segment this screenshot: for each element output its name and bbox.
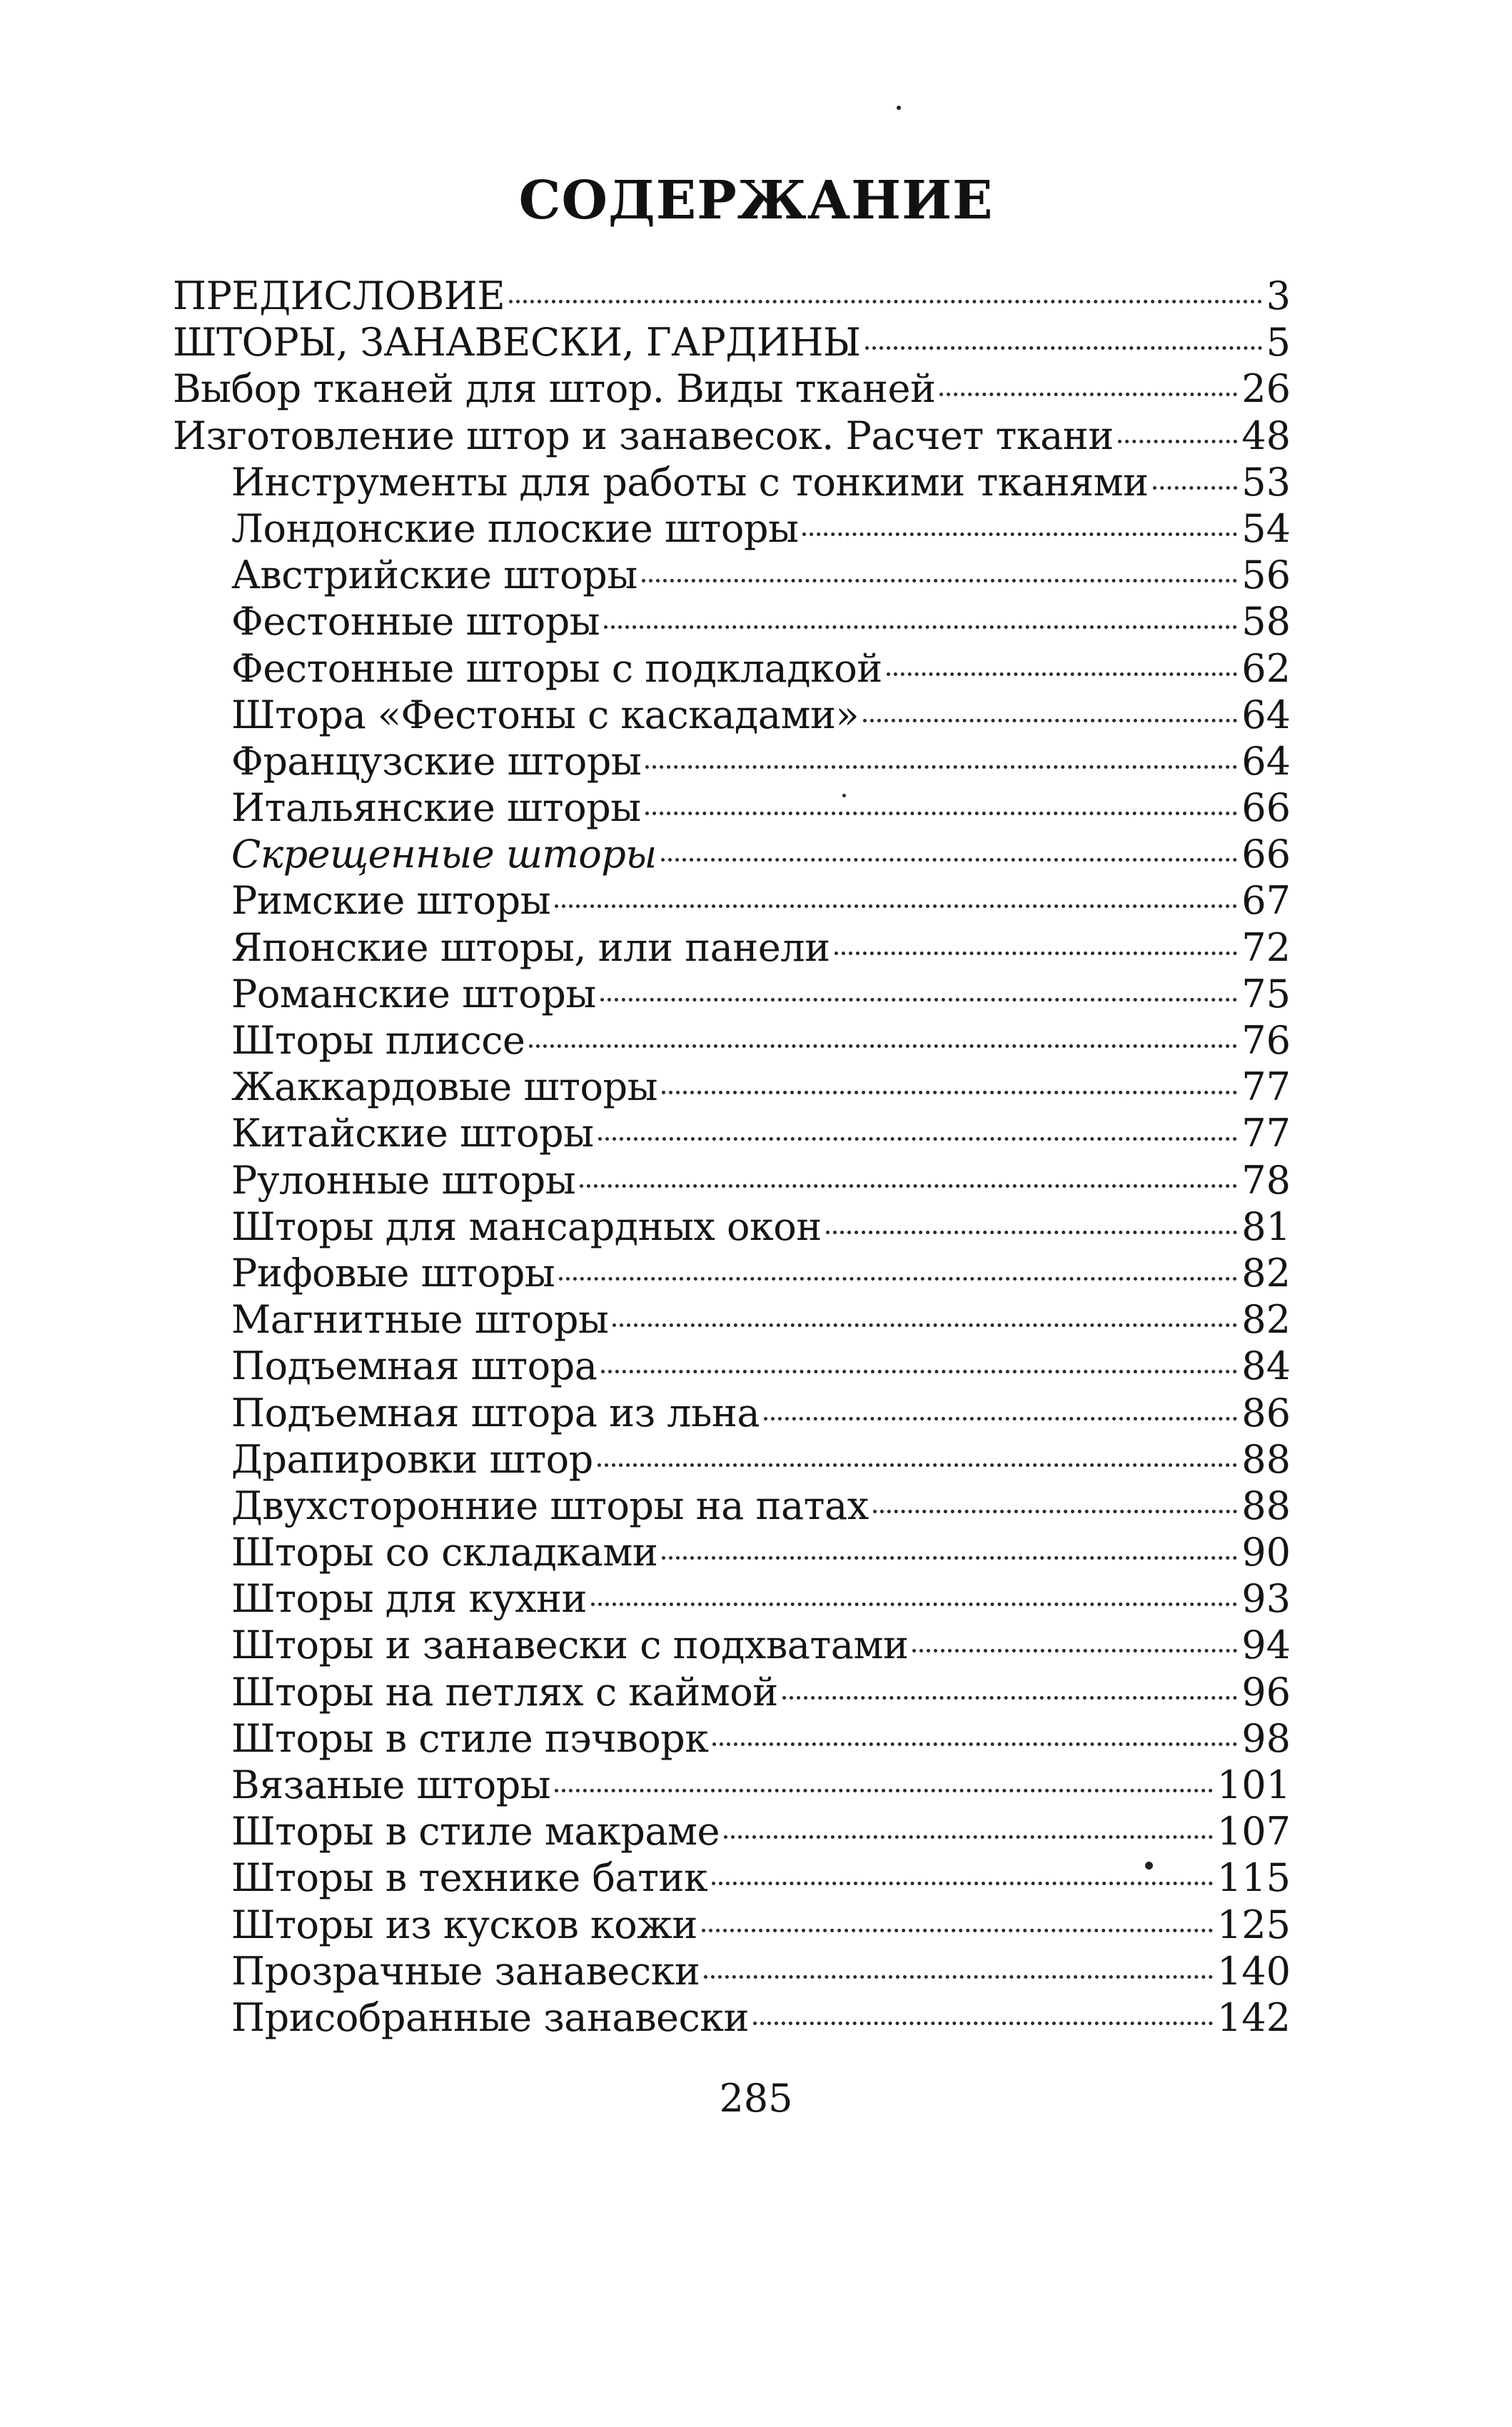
dot-leader [529, 1044, 1237, 1048]
page-number: 285 [719, 2076, 793, 2121]
dot-leader [704, 1975, 1213, 1979]
toc-entry [173, 1064, 1291, 1110]
toc-entry-page: 64 [1241, 738, 1291, 784]
toc-entry-page: 66 [1241, 785, 1291, 831]
dot-leader [555, 904, 1237, 908]
toc-entry [173, 784, 1291, 831]
toc-entry-title: Магнитные шторы [231, 1297, 609, 1343]
toc-entry-page: 94 [1241, 1623, 1291, 1668]
toc-entry-page: 48 [1241, 413, 1291, 458]
toc-entry [173, 1948, 1291, 1994]
toc-entry-page: 90 [1241, 1530, 1291, 1575]
toc-entry [173, 831, 1291, 877]
toc-entry-page: 5 [1266, 320, 1291, 365]
toc-entry-title: Японские шторы, или панели [231, 924, 830, 970]
dot-leader [1118, 440, 1238, 443]
dot-leader [604, 625, 1237, 629]
toc-entry [173, 1436, 1291, 1483]
toc-entry [173, 273, 1291, 319]
dot-leader [559, 1277, 1237, 1281]
dot-leader [802, 533, 1237, 536]
dot-leader [598, 1137, 1238, 1141]
toc-entry-page: 75 [1241, 971, 1291, 1016]
toc-entry-title: Шторы в стиле макраме [231, 1809, 720, 1855]
toc-entry-title: Шторы со складками [231, 1530, 658, 1575]
toc-entry-page: 72 [1241, 924, 1291, 970]
toc-entry-page: 53 [1241, 459, 1291, 505]
scan-speck [897, 106, 901, 110]
toc-entry [173, 1250, 1291, 1296]
toc-entry-title: Рифовые шторы [231, 1250, 555, 1296]
toc-entry [173, 1855, 1291, 1901]
toc-entry-title: Подъемная штора из льна [231, 1390, 760, 1435]
toc-entry-page: 78 [1241, 1157, 1291, 1203]
toc-entry [173, 1296, 1291, 1343]
toc-entry-page: 58 [1241, 599, 1291, 645]
toc-entry-title: Шторы плиссе [231, 1018, 525, 1063]
toc-entry-title: Фестонные шторы [231, 599, 600, 645]
toc-entry [173, 738, 1291, 784]
toc-entry-page: 3 [1266, 273, 1291, 318]
toc-entry [173, 1110, 1291, 1156]
toc-entry-page: 88 [1241, 1483, 1291, 1528]
toc-entry-title: Вязаные шторы [231, 1762, 551, 1807]
dot-leader [782, 1696, 1238, 1700]
dot-leader [509, 300, 1261, 303]
toc-entry [173, 971, 1291, 1017]
dot-leader [764, 1417, 1237, 1421]
toc-entry [173, 645, 1291, 692]
toc-entry-page: 77 [1241, 1111, 1291, 1156]
toc-entry-title: Шторы из кусков кожи [231, 1902, 697, 1947]
toc-entry [173, 1669, 1291, 1715]
toc-entry-title: Рулонные шторы [231, 1157, 576, 1203]
dot-leader [826, 1231, 1237, 1234]
toc-entry-title: Штора «Фестоны с каскадами» [231, 692, 860, 737]
toc-entry-page: 62 [1241, 645, 1291, 691]
toc-entry [173, 1902, 1291, 1948]
toc-entry-page: 77 [1241, 1064, 1291, 1110]
toc-entry-title: Подъемная штора [231, 1343, 598, 1389]
toc-entry [173, 1622, 1291, 1668]
toc-entry-page: 107 [1216, 1809, 1291, 1855]
toc-entry [173, 1808, 1291, 1855]
toc-entry-title: Романские шторы [231, 971, 596, 1016]
toc-entry-page: 96 [1241, 1669, 1291, 1715]
toc-entry [173, 1762, 1291, 1808]
toc-entry-page: 67 [1241, 878, 1291, 924]
toc-entry [173, 1390, 1291, 1436]
dot-leader [939, 393, 1237, 396]
toc-entry-title: Итальянские шторы [231, 785, 641, 831]
toc-entry-page: 98 [1241, 1715, 1291, 1761]
toc-entry [173, 1529, 1291, 1575]
table-of-contents [173, 273, 1291, 2041]
dot-leader [591, 1603, 1237, 1606]
toc-entry [173, 319, 1291, 365]
toc-entry-title: Драпировки штор [231, 1436, 593, 1482]
dot-leader [887, 672, 1238, 676]
toc-entry-title: Присобранные занавески [231, 1994, 749, 2040]
toc-entry-page: 64 [1241, 692, 1291, 737]
toc-entry-page: 76 [1241, 1018, 1291, 1063]
toc-entry-title: ПРЕДИСЛОВИЕ [173, 273, 505, 318]
toc-entry-title: Скрещенные шторы [231, 832, 657, 877]
toc-entry [173, 552, 1291, 598]
dot-leader [662, 1556, 1237, 1560]
toc-entry-page: 81 [1241, 1204, 1291, 1249]
dot-leader [613, 1323, 1237, 1327]
toc-entry [173, 413, 1291, 459]
dot-leader [661, 858, 1238, 862]
toc-entry [173, 1157, 1291, 1204]
toc-entry [173, 1994, 1291, 2041]
toc-entry-title: Шторы в технике батик [231, 1855, 708, 1901]
toc-entry-title: Шторы и занавески с подхватами [231, 1623, 909, 1668]
dot-leader [835, 952, 1238, 955]
dot-leader [598, 1463, 1238, 1467]
toc-entry [173, 1483, 1291, 1529]
toc-entry-page: 142 [1216, 1994, 1291, 2040]
dot-leader [712, 1742, 1237, 1746]
toc-entry-title: Австрийские шторы [231, 552, 637, 598]
toc-entry-page: 101 [1216, 1762, 1291, 1807]
toc-entry-page: 84 [1241, 1343, 1291, 1389]
toc-entry-page: 66 [1241, 832, 1291, 877]
toc-entry-title: ШТОРЫ, ЗАНАВЕСКИ, ГАРДИНЫ [173, 320, 861, 365]
toc-entry-page: 93 [1241, 1576, 1291, 1622]
toc-entry [173, 1017, 1291, 1064]
dot-leader [601, 1370, 1237, 1373]
dot-leader [863, 719, 1237, 722]
toc-entry-title: Жаккардовые шторы [231, 1064, 658, 1110]
toc-entry-page: 125 [1216, 1902, 1291, 1947]
toc-entry [173, 365, 1291, 412]
toc-entry-title: Инструменты для работы с тонкими тканями [231, 459, 1149, 505]
toc-entry [173, 1204, 1291, 1250]
toc-entry-page: 56 [1241, 552, 1291, 598]
toc-entry-page: 88 [1241, 1436, 1291, 1482]
toc-entry-page: 140 [1216, 1948, 1291, 1994]
dot-leader [724, 1835, 1213, 1839]
toc-entry [173, 459, 1291, 505]
toc-entry-page: 115 [1216, 1855, 1291, 1901]
dot-leader [712, 1882, 1213, 1885]
dot-leader [873, 1510, 1238, 1513]
dot-leader [600, 998, 1238, 1001]
toc-entry-page: 54 [1241, 505, 1291, 551]
dot-leader [645, 765, 1237, 769]
toc-entry-title: Китайские шторы [231, 1111, 594, 1156]
contents-title: СОДЕРЖАНИЕ [518, 170, 994, 231]
toc-entry [173, 692, 1291, 738]
dot-leader [702, 1929, 1213, 1932]
toc-entry-title: Шторы для кухни [231, 1576, 587, 1622]
toc-entry-title: Шторы в стиле пэчворк [231, 1715, 709, 1761]
toc-entry-title: Французские шторы [231, 738, 642, 784]
toc-entry-title: Лондонские плоские шторы [231, 505, 799, 551]
toc-entry-title: Шторы для мансардных окон [231, 1204, 822, 1249]
toc-entry-title: Прозрачные занавески [231, 1948, 700, 1994]
toc-entry [173, 1715, 1291, 1762]
dot-leader [555, 1789, 1213, 1792]
toc-entry [173, 1575, 1291, 1622]
toc-entry-title: Изготовление штор и занавесок. Расчет ткани [173, 413, 1114, 458]
dot-leader [645, 812, 1238, 815]
toc-entry-page: 82 [1241, 1250, 1291, 1296]
dot-leader [642, 579, 1238, 582]
dot-leader [753, 2022, 1213, 2025]
toc-entry-title: Двухсторонние шторы на патах [231, 1483, 869, 1528]
dot-leader [1153, 486, 1238, 490]
dot-leader [865, 346, 1262, 350]
dot-leader [662, 1091, 1237, 1094]
toc-entry-title: Выбор тканей для штор. Виды тканей [173, 366, 936, 412]
dot-leader [912, 1649, 1237, 1653]
toc-entry-page: 26 [1241, 366, 1291, 412]
toc-entry [173, 598, 1291, 645]
dot-leader [580, 1184, 1237, 1188]
toc-entry [173, 1343, 1291, 1389]
toc-entry-title: Римские шторы [231, 878, 551, 924]
toc-entry [173, 877, 1291, 924]
toc-entry-page: 82 [1241, 1297, 1291, 1343]
toc-entry [173, 924, 1291, 971]
toc-entry-page: 86 [1241, 1390, 1291, 1435]
toc-entry-title: Шторы на петлях с каймой [231, 1669, 778, 1715]
toc-entry [173, 505, 1291, 552]
toc-entry-title: Фестонные шторы с подкладкой [231, 645, 882, 691]
